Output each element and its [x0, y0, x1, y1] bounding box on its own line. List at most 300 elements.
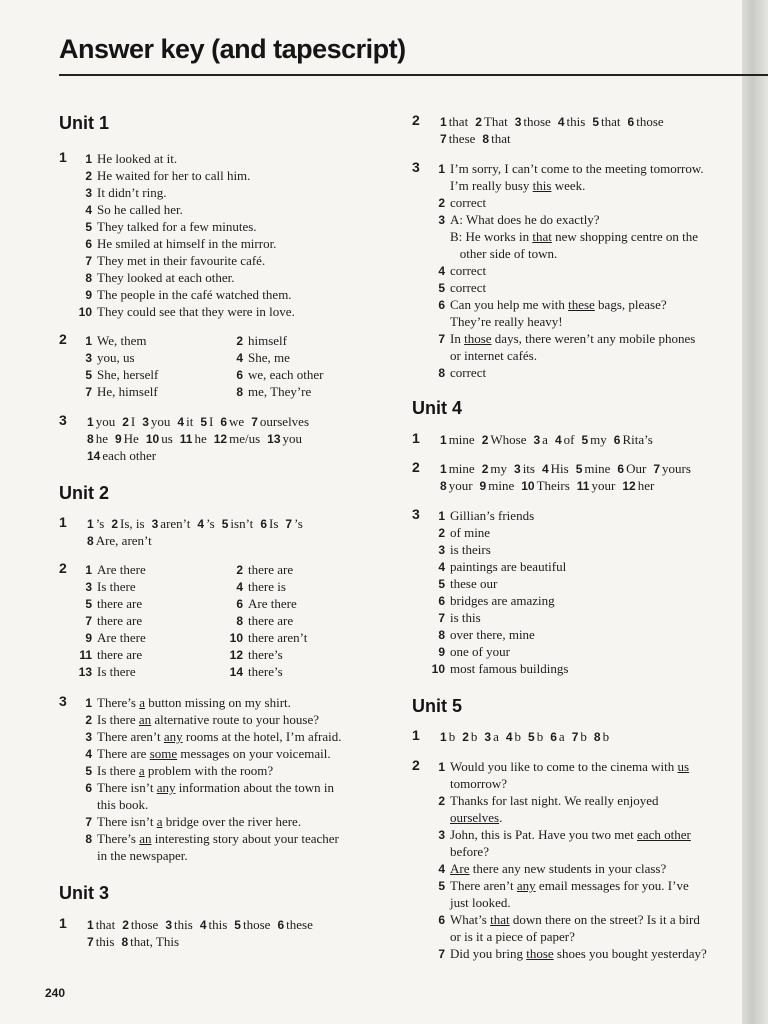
- answer-text: [450, 759, 689, 774]
- answer-line: [73, 269, 235, 287]
- answer-line: [73, 201, 183, 219]
- answer-number: 6: [236, 368, 243, 382]
- answer-text-before: They’re really heavy!: [450, 314, 563, 329]
- answer-text: She, me: [248, 350, 290, 365]
- underlined-answer: this: [532, 178, 552, 193]
- answer-number: 3: [438, 213, 445, 227]
- answer-number: 1: [440, 730, 447, 744]
- answer-line: [73, 235, 276, 253]
- answer-line: [73, 728, 342, 746]
- answer-line: [73, 286, 292, 304]
- exercise-number: 2: [412, 459, 420, 475]
- answer-line: [87, 532, 152, 550]
- answer-text: that: [601, 114, 621, 129]
- answer-text-before: Did you bring: [450, 946, 527, 961]
- answer-text-after: rooms at the hotel, I’m afraid.: [182, 729, 342, 744]
- answer-number: 7: [85, 385, 92, 399]
- unit4-heading: Unit 4: [412, 398, 463, 418]
- answer-number: 8: [438, 366, 445, 380]
- answer-text: b: [580, 729, 587, 744]
- answer-text: It didn’t ring.: [97, 185, 167, 200]
- answer-text: We, them: [97, 333, 147, 348]
- answer-number: 8: [85, 271, 92, 285]
- answer-text: you: [95, 414, 116, 429]
- answer-text: ’s: [206, 516, 215, 531]
- answer-text-before: I’m sorry, I can’t come to the meeting tomorrow.: [450, 161, 704, 176]
- answer-line: [87, 916, 313, 934]
- answer-text: these: [286, 917, 313, 932]
- answer-number: 9: [85, 631, 92, 645]
- answer-number: 7: [438, 611, 445, 625]
- answer-line: [426, 347, 537, 364]
- exercise-number: 3: [59, 693, 67, 709]
- answer-text: of: [563, 432, 575, 447]
- answer-number: 6: [438, 913, 445, 927]
- answer-line: [73, 646, 142, 664]
- answer-text: ’s: [95, 516, 105, 531]
- answer-text: b: [514, 729, 522, 744]
- answer-number: 7: [285, 517, 293, 531]
- answer-line: [426, 575, 497, 593]
- answer-text: mine: [584, 461, 611, 476]
- answer-text: His: [550, 461, 569, 476]
- answer-text: [97, 763, 273, 778]
- answer-number: 12: [229, 648, 243, 662]
- answer-number: 4: [557, 115, 565, 129]
- answer-number: 14: [229, 665, 243, 679]
- answer-text: me/us: [229, 431, 261, 446]
- answer-number: 6: [627, 115, 635, 129]
- answer-text: my: [590, 432, 607, 447]
- underlined-answer: an: [139, 831, 152, 846]
- answer-number: 4: [438, 560, 445, 574]
- answer-text: Our: [626, 461, 647, 476]
- answer-line: [73, 184, 166, 202]
- answer-text: [450, 878, 689, 893]
- answer-number: 4: [438, 862, 445, 876]
- answer-text-before: There isn’t: [97, 814, 157, 829]
- underlined-answer: some: [149, 746, 178, 761]
- answer-text-after: messages on your voicemail.: [177, 746, 331, 761]
- answer-text: [97, 780, 334, 795]
- unit3-heading: Unit 3: [59, 883, 110, 903]
- underlined-answer: those: [526, 946, 554, 961]
- answer-text: That: [483, 114, 508, 129]
- answer-text: He, himself: [97, 384, 158, 399]
- answer-text: [450, 929, 575, 944]
- answer-text-after: bridge over the river here.: [162, 814, 302, 829]
- answer-text: [450, 246, 557, 261]
- answer-text: [97, 746, 331, 761]
- answer-text: this: [174, 917, 193, 932]
- answer-text: that: [491, 131, 511, 146]
- answer-number: 5: [85, 597, 92, 611]
- answer-text-before: in the newspaper.: [97, 848, 188, 863]
- answer-text: They looked at each other.: [97, 270, 235, 285]
- answer-line: [87, 515, 303, 533]
- answer-line: [73, 847, 188, 864]
- answer-text-after: shoes you bought yesterday?: [553, 946, 707, 961]
- answer-text: [450, 314, 563, 329]
- answer-number: 1: [438, 760, 445, 774]
- answer-text: these our: [450, 576, 498, 591]
- answer-number: 2: [481, 433, 489, 447]
- answer-line: [426, 364, 486, 382]
- answer-number: 9: [438, 645, 445, 659]
- underlined-answer: us: [677, 759, 690, 774]
- answer-text: this: [208, 917, 228, 932]
- answer-text: isn’t: [230, 516, 254, 531]
- answer-text: b: [536, 729, 544, 744]
- answer-text: a: [493, 729, 499, 744]
- answer-text: those: [130, 917, 159, 932]
- answer-text-before: There are: [97, 746, 150, 761]
- answer-text: those: [242, 917, 271, 932]
- answer-text: I: [209, 414, 214, 429]
- answer-text: So he called her.: [97, 202, 183, 217]
- answer-line: [426, 228, 698, 245]
- answer-text: mine: [448, 432, 475, 447]
- answer-text: [97, 729, 342, 744]
- underlined-answer: these: [568, 297, 595, 312]
- answer-text-before: other side of town.: [450, 246, 558, 261]
- answer-text-before: correct: [450, 263, 487, 278]
- answer-text-before: A: What does he do exactly?: [450, 212, 600, 227]
- answer-number: 12: [622, 479, 636, 493]
- answer-line: [73, 612, 142, 630]
- answer-text-before: I’m really busy: [450, 178, 533, 193]
- answer-text: we: [229, 414, 245, 429]
- answer-text: her: [637, 478, 655, 493]
- answer-number: 3: [438, 828, 445, 842]
- answer-number: 3: [165, 918, 173, 932]
- answer-number: 8: [440, 479, 447, 493]
- answer-line: [426, 524, 490, 542]
- answer-line: [73, 561, 146, 579]
- answer-text: [97, 831, 339, 846]
- answer-number: 1: [440, 462, 447, 476]
- answer-line: [87, 413, 309, 431]
- answer-number: 3: [85, 580, 92, 594]
- answer-text: Is, is: [120, 516, 145, 531]
- answer-text: is this: [450, 610, 481, 625]
- answer-number: 10: [145, 432, 160, 446]
- answer-number: 11: [179, 432, 193, 446]
- answer-text-before: There isn’t: [97, 780, 157, 795]
- answer-text: Gillian’s friends: [450, 508, 535, 523]
- answer-number: 10: [431, 662, 445, 676]
- answer-line: [426, 775, 507, 792]
- answer-number: 11: [576, 479, 590, 493]
- answer-number: 13: [78, 665, 92, 679]
- answer-line: [224, 366, 323, 384]
- answer-number: 4: [541, 462, 549, 476]
- answer-number: 3: [484, 730, 492, 744]
- answer-line: [73, 663, 136, 681]
- answer-line: [426, 792, 658, 810]
- answer-line: [73, 349, 135, 367]
- answer-text: He waited for her to call him.: [97, 168, 251, 183]
- answer-text: one of your: [450, 644, 510, 659]
- answer-number: 2: [122, 415, 129, 429]
- answer-text: mine: [488, 478, 515, 493]
- answer-line: [224, 349, 290, 367]
- answer-text: [450, 229, 698, 244]
- answer-text-after: down there on the street? Is it a bird: [509, 912, 700, 927]
- answer-number: 2: [236, 563, 243, 577]
- answer-text: mine: [448, 461, 475, 476]
- answer-text: those: [636, 114, 664, 129]
- title-rule: [59, 74, 768, 76]
- answer-text: there is: [248, 579, 286, 594]
- answer-number: 8: [482, 132, 490, 146]
- answer-number: 1: [438, 509, 445, 523]
- answer-number: 6: [438, 594, 445, 608]
- answer-number: 1: [85, 334, 92, 348]
- answer-number: 12: [213, 432, 228, 446]
- exercise-number: 1: [412, 727, 420, 743]
- answer-line: [426, 877, 689, 895]
- answer-number: 3: [514, 115, 522, 129]
- answer-text: b: [470, 729, 478, 744]
- answer-number: 3: [85, 351, 92, 365]
- answer-line: [73, 830, 339, 848]
- answer-number: 7: [87, 935, 94, 949]
- answer-text: this: [95, 934, 115, 949]
- answer-line: [440, 130, 511, 148]
- answer-text-before: Is there: [97, 712, 139, 727]
- answer-text: paintings are beautiful: [450, 559, 567, 574]
- answer-line: [440, 113, 664, 131]
- answer-number: 3: [514, 462, 521, 476]
- answer-line: [426, 609, 481, 627]
- answer-text-before: just looked.: [450, 895, 511, 910]
- answer-text-after: interesting story about your teacher: [151, 831, 339, 846]
- answer-text-after: .: [499, 810, 503, 825]
- answer-line: [426, 194, 486, 212]
- exercise-number: 1: [59, 149, 67, 165]
- answer-text-before: In: [450, 331, 465, 346]
- answer-line: [73, 332, 147, 350]
- answer-line: [426, 507, 534, 525]
- answer-text-before: John, this is Pat. Have you two met: [450, 827, 638, 842]
- answer-text-before: Can you help me with: [450, 297, 569, 312]
- answer-line: [426, 928, 575, 945]
- answer-number: 6: [85, 237, 92, 251]
- answer-text: Rita’s: [622, 432, 653, 447]
- answer-text: Are, aren’t: [95, 533, 152, 548]
- answer-number: 1: [87, 517, 94, 531]
- answer-line: [426, 245, 557, 262]
- answer-text: [450, 212, 600, 227]
- answer-text: you: [282, 431, 302, 446]
- answer-text: there’s: [248, 647, 283, 662]
- answer-number: 5: [438, 577, 445, 591]
- answer-text: you, us: [97, 350, 135, 365]
- answer-line: [426, 279, 486, 297]
- answer-line: [73, 167, 250, 185]
- answer-text-before: tomorrow?: [450, 776, 508, 791]
- answer-line: [224, 383, 311, 401]
- answer-text-before: or internet cafés.: [450, 348, 537, 363]
- answer-text: Is there: [97, 579, 136, 594]
- answer-text: there’s: [248, 664, 283, 679]
- exercise-number: 1: [59, 514, 67, 530]
- answer-text: She, herself: [97, 367, 159, 382]
- answer-number: 6: [220, 415, 228, 429]
- answer-line: [73, 629, 146, 647]
- answer-number: 5: [438, 879, 445, 893]
- answer-line: [426, 758, 689, 776]
- unit1-heading: Unit 1: [59, 113, 110, 133]
- answer-number: 6: [277, 918, 285, 932]
- answer-line: [87, 447, 156, 465]
- answer-number: 7: [440, 132, 447, 146]
- answer-number: 3: [533, 433, 541, 447]
- answer-text: [450, 280, 486, 295]
- answer-text: there are: [248, 562, 294, 577]
- answer-text: ’s: [294, 516, 303, 531]
- answer-text: They talked for a few minutes.: [97, 219, 257, 234]
- answer-text: Theirs: [536, 478, 570, 493]
- answer-text: that: [95, 917, 116, 932]
- exercise-number: 3: [412, 159, 420, 175]
- answer-line: [426, 211, 600, 229]
- answer-number: 8: [121, 935, 129, 949]
- answer-number: 8: [236, 385, 243, 399]
- answer-line: [73, 711, 319, 729]
- answer-line: [73, 303, 295, 321]
- answer-line: [73, 383, 158, 401]
- answer-number: 8: [438, 628, 445, 642]
- underlined-answer: a: [138, 763, 145, 778]
- answer-text: it: [186, 414, 194, 429]
- answer-line: [440, 477, 654, 495]
- answer-line: [440, 431, 653, 449]
- answer-text: most famous buildings: [450, 661, 569, 676]
- unit2-heading: Unit 2: [59, 483, 110, 503]
- answer-number: 8: [85, 832, 92, 846]
- answer-text: [450, 861, 666, 876]
- underlined-answer: any: [156, 780, 176, 795]
- underlined-answer: that: [490, 912, 510, 927]
- answer-number: 5: [200, 415, 208, 429]
- answer-number: 1: [85, 563, 92, 577]
- answer-line: [73, 762, 273, 780]
- answer-number: 3: [438, 543, 445, 557]
- answer-number: 4: [438, 264, 445, 278]
- answer-number: 1: [440, 433, 447, 447]
- answer-number: 8: [236, 614, 243, 628]
- answer-text-before: There aren’t: [97, 729, 164, 744]
- answer-text-before: correct: [450, 280, 487, 295]
- answer-number: 4: [236, 351, 243, 365]
- answer-text: bridges are amazing: [450, 593, 555, 608]
- answer-text: there are: [97, 596, 143, 611]
- answer-line: [224, 561, 293, 579]
- answer-number: 7: [571, 730, 579, 744]
- answer-text-before: Thanks for last night. We really enjoyed: [450, 793, 659, 808]
- answer-line: [426, 826, 691, 844]
- answer-number: 4: [197, 517, 205, 531]
- underlined-answer: an: [138, 712, 152, 727]
- answer-text: this: [566, 114, 586, 129]
- answer-text: They could see that they were in love.: [97, 304, 295, 319]
- answer-number: 1: [440, 115, 447, 129]
- answer-number: 9: [114, 432, 122, 446]
- answer-number: 4: [554, 433, 562, 447]
- answer-number: 7: [438, 332, 445, 346]
- answer-line: [426, 592, 555, 610]
- answer-text: [97, 814, 301, 829]
- answer-text: each other: [102, 448, 157, 463]
- answer-line: [426, 660, 568, 678]
- answer-text: yours: [662, 461, 691, 476]
- answer-line: [426, 843, 489, 860]
- answer-number: 4: [199, 918, 207, 932]
- exercise-number: 2: [59, 331, 67, 347]
- answer-text: its: [522, 461, 535, 476]
- answer-number: 14: [87, 449, 101, 463]
- answer-number: 5: [85, 220, 92, 234]
- answer-number: 2: [236, 334, 243, 348]
- answer-text: ourselves: [259, 414, 310, 429]
- page-edge: [742, 0, 768, 1024]
- answer-text-before: or is it a piece of paper?: [450, 929, 575, 944]
- answer-text-after: bags, please?: [594, 297, 667, 312]
- answer-number: 5: [85, 368, 92, 382]
- answer-text: aren’t: [160, 516, 191, 531]
- answer-line: [426, 262, 486, 280]
- answer-text-before: Would you like to come to the cinema with: [450, 759, 678, 774]
- answer-text: that: [448, 114, 469, 129]
- answer-text-after: days, there weren’t any mobile phones: [491, 331, 696, 346]
- answer-line: [73, 745, 331, 763]
- answer-line: [73, 813, 301, 831]
- answer-line: [224, 578, 286, 596]
- answer-number: 5: [592, 115, 600, 129]
- answer-text: [97, 848, 188, 863]
- answer-line: [224, 663, 283, 681]
- answer-text: my: [490, 461, 507, 476]
- answer-text: [450, 844, 489, 859]
- answer-text: a: [542, 432, 548, 447]
- answer-text-after: new shopping centre on the: [551, 229, 699, 244]
- answer-text-after: information about the town in: [175, 780, 334, 795]
- answer-number: 4: [85, 747, 92, 761]
- answer-text: he: [95, 431, 108, 446]
- answer-line: [87, 430, 302, 448]
- underlined-answer: those: [464, 331, 492, 346]
- answer-text: those: [523, 114, 551, 129]
- answer-text-before: There aren’t: [450, 878, 517, 893]
- answer-line: [426, 541, 491, 559]
- answer-text: [450, 776, 507, 791]
- answer-text: [450, 895, 511, 910]
- answer-number: 5: [234, 918, 241, 932]
- answer-text: Are there: [248, 596, 297, 611]
- answer-number: 5: [438, 281, 445, 295]
- answer-number: 5: [85, 764, 92, 778]
- answer-line: [224, 646, 283, 664]
- exercise-number: 2: [412, 757, 420, 773]
- answer-number: 3: [142, 415, 149, 429]
- answer-line: [426, 330, 695, 348]
- answer-line: [426, 894, 511, 911]
- answer-text-before: this book.: [97, 797, 149, 812]
- answer-number: 7: [251, 415, 258, 429]
- answer-text: himself: [248, 333, 287, 348]
